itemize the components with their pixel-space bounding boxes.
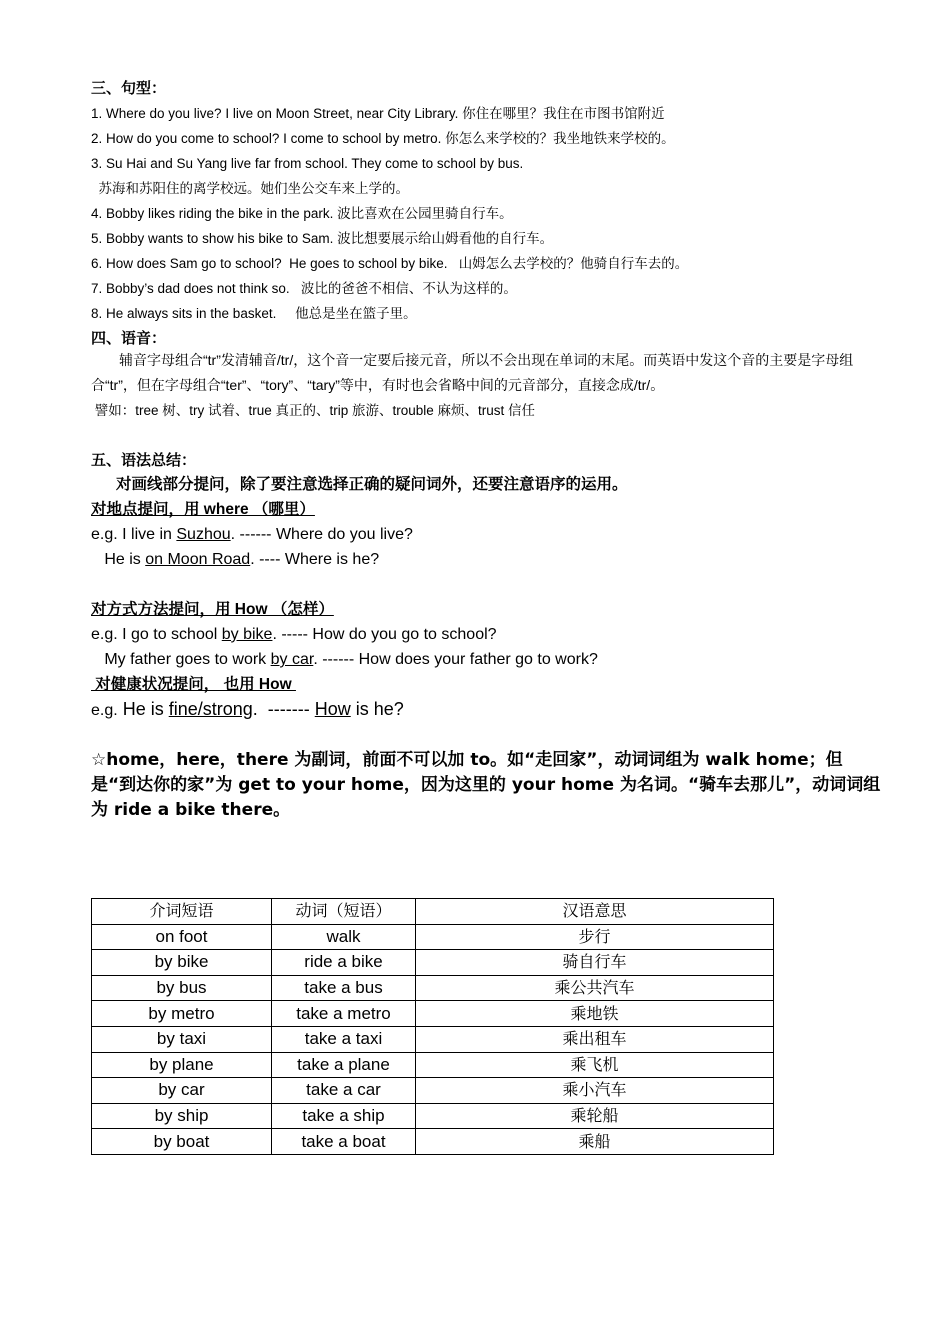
health-question-title: 对健康状况提问， 也用 How — [91, 676, 296, 693]
section4-heading: 四、语音： — [91, 329, 167, 347]
sentence-8: 8. He always sits in the basket. 他总是坐在篮子里。 — [91, 306, 417, 321]
place-question-title: 对地点提问，用 where （哪里） — [91, 501, 315, 518]
grammar-intro: 对画线部分提问，除了要注意选择正确的疑问词外，还要注意语序的运用。 — [116, 475, 628, 493]
table-header-row — [92, 899, 774, 925]
table-row — [92, 1129, 774, 1155]
table-cell: take a plane — [272, 1052, 416, 1078]
sentence-5: 5. Bobby wants to show his bike to Sam. 波比想要展示给山姆看他的自行车。 — [91, 231, 554, 246]
table-cell: walk — [272, 924, 416, 950]
sentence-list — [91, 101, 881, 326]
table-cell: take a metro — [272, 1001, 416, 1027]
manner-question-title: 对方式方法提问，用 How （怎样） — [91, 601, 334, 618]
sentence-3: 3. Su Hai and Su Yang live far from school. They come to school by bus. — [91, 156, 524, 171]
table-cell: by bus — [92, 975, 272, 1001]
manner-example-1: e.g. I go to school by bike. ----- How do you go to school? — [91, 626, 497, 643]
sentence-7: 7. Bobby’s dad does not think so. 波比的爸爸不相信、不认为这样的。 — [91, 281, 517, 296]
adverb-note: ☆home，here，there 为副词，前面不可以加 to。如“走回家”，动词词组为 walk home；但是“到达你的家”为 get to your home，因为这里的 your home 为名词。“骑车去那儿”，动词词组为 ride a bike there。 — [91, 750, 881, 820]
underlined-answer: Suzhou — [176, 526, 231, 543]
sentence-2: 2. How do you come to school? I come to school by metro. 你怎么来学校的？我坐地铁来学校的。 — [91, 131, 675, 146]
section3-heading: 三、句型： — [91, 79, 167, 97]
table-row — [92, 1078, 774, 1104]
manner-example-2: My father goes to work by car. ------ How does your father go to work? — [91, 651, 598, 668]
table-cell: 步行 — [416, 924, 774, 950]
table-cell: 乘公共汽车 — [416, 975, 774, 1001]
table-cell: 乘出租车 — [416, 1026, 774, 1052]
table-cell: by ship — [92, 1103, 272, 1129]
table-cell: 乘地铁 — [416, 1001, 774, 1027]
table-cell: take a bus — [272, 975, 416, 1001]
table-cell: by plane — [92, 1052, 272, 1078]
place-example-1: e.g. I live in Suzhou. ------ Where do you live? — [91, 526, 413, 543]
table-header-cell: 介词短语 — [92, 899, 272, 925]
table-row — [92, 924, 774, 950]
sentence-3-translation: 苏海和苏阳住的离学校远。她们坐公交车来上学的。 — [91, 181, 410, 196]
transport-table — [91, 898, 774, 1155]
table-cell: take a taxi — [272, 1026, 416, 1052]
table-cell: 骑自行车 — [416, 950, 774, 976]
underlined-answer: on Moon Road — [145, 551, 251, 568]
table-row — [92, 1052, 774, 1078]
place-example-2: He is on Moon Road. ---- Where is he? — [91, 551, 380, 568]
table-cell: 乘小汽车 — [416, 1078, 774, 1104]
section5-heading: 五、语法总结： — [91, 451, 197, 469]
underlined-answer: by car — [270, 651, 314, 668]
table-header-cell: 动词（短语） — [272, 899, 416, 925]
table-row — [92, 975, 774, 1001]
underlined-answer: How — [314, 699, 351, 719]
underlined-answer: by bike — [221, 626, 273, 643]
table-row — [92, 1103, 774, 1129]
table-cell: take a boat — [272, 1129, 416, 1155]
table-cell: on foot — [92, 924, 272, 950]
sentence-6: 6. How does Sam go to school? He goes to school by bike. 山姆怎么去学校的？他骑自行车去的。 — [91, 256, 689, 271]
table-cell: by taxi — [92, 1026, 272, 1052]
underlined-answer: fine/strong — [168, 699, 253, 719]
table-cell: take a ship — [272, 1103, 416, 1129]
table-cell: 乘轮船 — [416, 1103, 774, 1129]
table-cell: by boat — [92, 1129, 272, 1155]
table-cell: ride a bike — [272, 950, 416, 976]
table-cell: 乘船 — [416, 1129, 774, 1155]
table-row — [92, 1001, 774, 1027]
table-cell: take a car — [272, 1078, 416, 1104]
phonics-paragraph: 辅音字母组合“tr”发清辅音/tr/，这个音一定要后接元音，所以不会出现在单词的末尾。而英语中发这个音的主要是字母组合“tr”，但在字母组合“ter”、“tory”、“tary”等中，有时也会省略中间的元音部分，直接念成/tr/。 — [91, 352, 854, 393]
table-cell: by bike — [92, 950, 272, 976]
phonics-examples: 譬如：tree 树、try 试着、true 真正的、trip 旅游、trouble 麻烦、trust 信任 — [91, 403, 536, 418]
table-header-cell: 汉语意思 — [416, 899, 774, 925]
sentence-4: 4. Bobby likes riding the bike in the park. 波比喜欢在公园里骑自行车。 — [91, 206, 513, 221]
table-cell: 乘飞机 — [416, 1052, 774, 1078]
document-page — [91, 78, 881, 823]
health-example: e.g. He is fine/strong. ------- How is he? — [91, 699, 404, 719]
table-cell: by car — [92, 1078, 272, 1104]
sentence-1: 1. Where do you live? I live on Moon Street, near City Library. 你住在哪里？我住在市图书馆附近 — [91, 106, 665, 121]
table-row — [92, 1026, 774, 1052]
table-row — [92, 950, 774, 976]
table-cell: by metro — [92, 1001, 272, 1027]
